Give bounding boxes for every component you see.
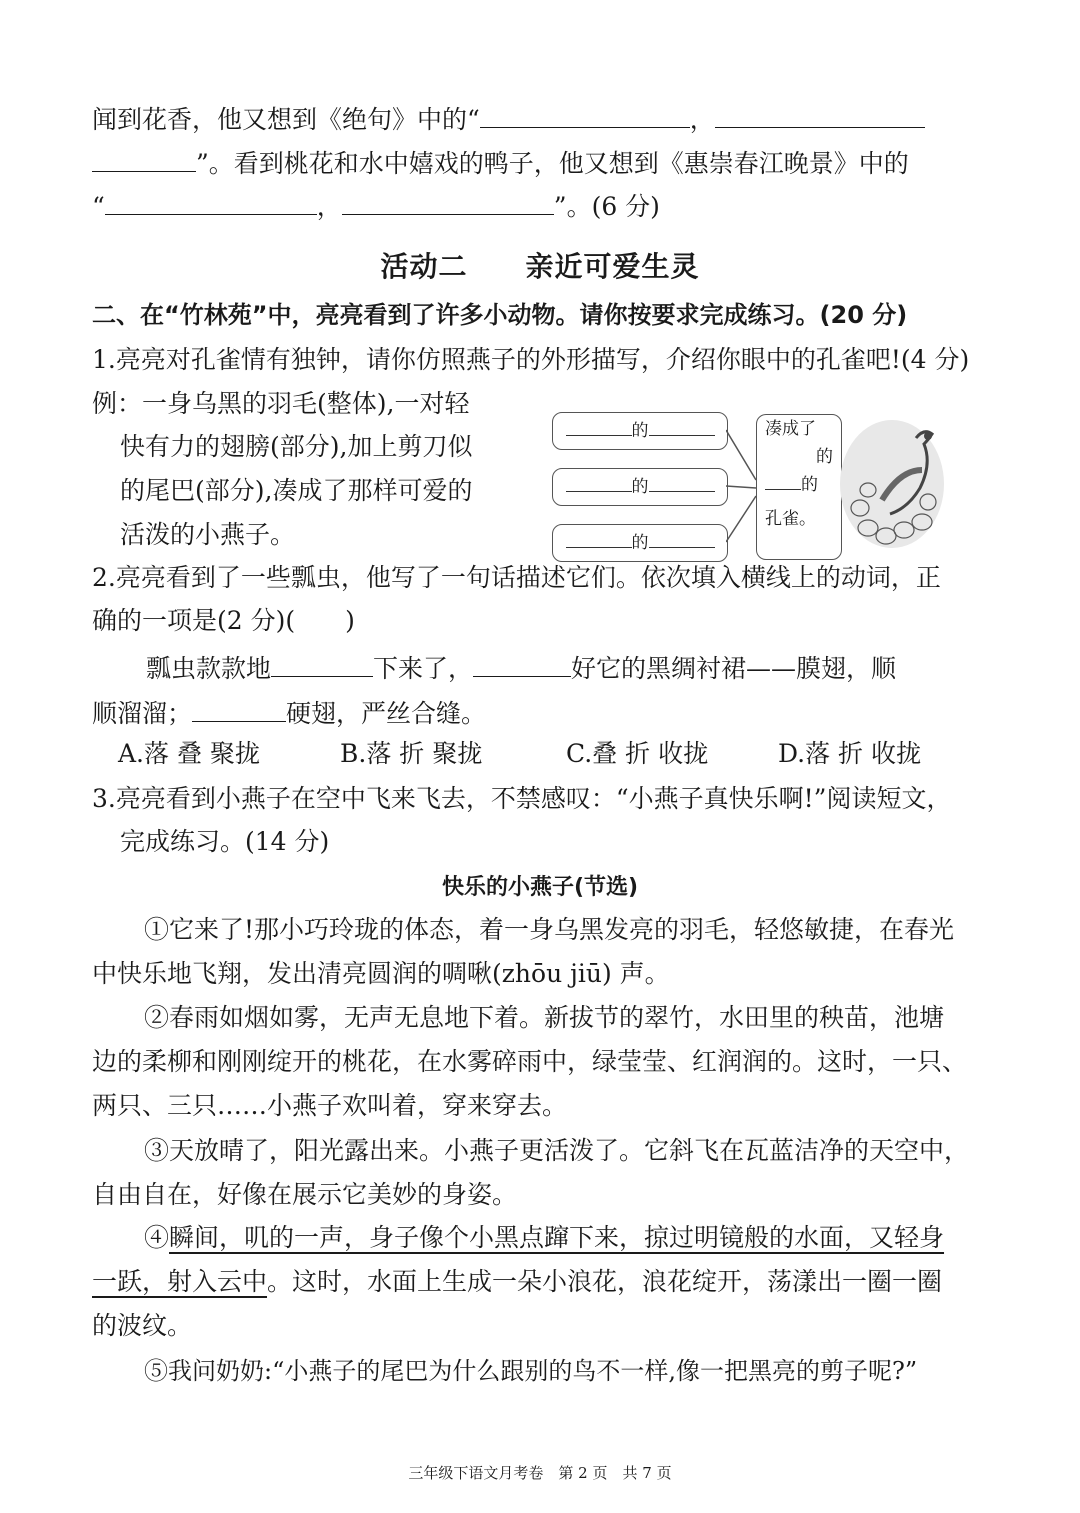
question-2: 2.亮亮看到了一些瓢虫，他写了一句话描述它们。依次填入横线上的动词，正 bbox=[92, 563, 941, 592]
question-1: 1.亮亮对孔雀情有独钟，请你仿照燕子的外形描写，介绍你眼中的孔雀吧!(4 分) bbox=[92, 345, 970, 374]
question-3: 3.亮亮看到小燕子在空中飞来飞去，不禁感叹：“小燕子真快乐啊!”阅读短文， bbox=[92, 784, 952, 813]
option-b[interactable]: B.落 折 聚拢 bbox=[340, 739, 483, 768]
answer-blank[interactable] bbox=[715, 103, 925, 128]
option-a[interactable]: A.落 叠 聚拢 bbox=[118, 739, 260, 768]
underlined-sentence: 瞬间，叽的一声，身子像个小黑点蹿下来，掠过明镜般的水面，又轻身 bbox=[169, 1223, 945, 1252]
passage-line: ⑤我问奶奶:“小燕子的尾巴为什么跟别的鸟不一样,像一把黑亮的剪子呢?” bbox=[144, 1357, 918, 1385]
question-2-line-2: 确的一项是(2 分)( ) bbox=[92, 606, 355, 635]
answer-blank[interactable] bbox=[271, 652, 373, 677]
bracket-connector bbox=[726, 420, 758, 550]
peacock-illustration bbox=[838, 418, 946, 558]
answer-blank[interactable] bbox=[480, 103, 690, 128]
passage-line: ①它来了!那小巧玲珑的体态，着一身乌黑发亮的羽毛，轻悠敏捷，在春光 bbox=[144, 915, 955, 944]
poem-line-1: 闻到花香，他又想到《绝句》中的“ ， bbox=[92, 103, 925, 135]
passage-line: 自由自在，好像在展示它美妙的身姿。 bbox=[92, 1180, 518, 1209]
answer-blank[interactable] bbox=[342, 190, 554, 215]
ladybug-sentence: 瓢虫款款地 下来了， 好它的黑绸衬裙——膜翅，顺 bbox=[146, 654, 897, 683]
answer-blank[interactable] bbox=[649, 415, 715, 436]
answer-blank[interactable] bbox=[566, 527, 632, 548]
fill-box[interactable]: 的 bbox=[552, 468, 728, 506]
question-3-line-2: 完成练习。(14 分) bbox=[120, 827, 330, 856]
ladybug-sentence-2: 顺溜溜； 硬翅，严丝合缝。 bbox=[92, 699, 487, 728]
passage-line: 一跃，射入云中。这时，水面上生成一朵小浪花，浪花绽开，荡漾出一圈一圈 bbox=[92, 1267, 943, 1296]
example-line: 活泼的小燕子。 bbox=[120, 520, 296, 549]
result-box: 凑成了 的 的 孔雀。 bbox=[756, 414, 842, 560]
passage-line: 的波纹。 bbox=[92, 1311, 193, 1340]
section-heading: 二、在“竹林苑”中，亮亮看到了许多小动物。请你按要求完成练习。(20 分) bbox=[92, 301, 908, 329]
activity-title: 活动二 亲近可爱生灵 bbox=[380, 250, 700, 283]
poem-line-3: “ ， ”。(6 分) bbox=[92, 192, 660, 221]
option-d[interactable]: D.落 折 收拢 bbox=[778, 739, 921, 768]
poem-line-2: ”。看到桃花和水中嬉戏的鸭子，他又想到《惠崇春江晚景》中的 bbox=[92, 147, 909, 179]
passage-line: 中快乐地飞翔，发出清亮圆润的啁啾(zhōu jiū) 声。 bbox=[92, 959, 670, 988]
answer-blank[interactable] bbox=[92, 147, 196, 172]
answer-blank[interactable] bbox=[765, 471, 801, 490]
example-line: 快有力的翅膀(部分),加上剪刀似 bbox=[120, 432, 473, 461]
passage-line: 边的柔柳和刚刚绽开的桃花，在水雾碎雨中，绿莹莹、红润润的。这时，一只、 bbox=[92, 1047, 968, 1076]
passage-line: 两只、三只……小燕子欢叫着，穿来穿去。 bbox=[92, 1091, 568, 1120]
passage-line: ②春雨如烟如雾，无声无息地下着。新拔节的翠竹，水田里的秧苗，池塘 bbox=[144, 1003, 945, 1032]
example-line: 的尾巴(部分),凑成了那样可爱的 bbox=[120, 476, 473, 505]
passage-line: ④瞬间，叽的一声，身子像个小黑点蹿下来，掠过明镜般的水面，又轻身 bbox=[144, 1223, 945, 1252]
page-footer: 三年级下语文月考卷 第 2 页 共 7 页 bbox=[408, 1464, 672, 1482]
passage-title: 快乐的小燕子(节选) bbox=[441, 875, 639, 900]
answer-blank[interactable] bbox=[105, 190, 317, 215]
answer-blank[interactable] bbox=[566, 415, 632, 436]
option-c[interactable]: C.叠 折 收拢 bbox=[566, 739, 709, 768]
underlined-sentence: 一跃，射入云中 bbox=[92, 1267, 268, 1296]
passage-line: ③天放晴了，阳光露出来。小燕子更活泼了。它斜飞在瓦蓝洁净的天空中， bbox=[144, 1136, 970, 1165]
example-line: 例：一身乌黑的羽毛(整体),一对轻 bbox=[92, 389, 470, 418]
answer-blank[interactable] bbox=[649, 527, 715, 548]
answer-blank[interactable] bbox=[192, 697, 286, 722]
fill-box[interactable]: 的 bbox=[552, 524, 728, 562]
answer-blank[interactable] bbox=[566, 471, 632, 492]
answer-blank[interactable] bbox=[649, 471, 715, 492]
fill-box[interactable]: 的 bbox=[552, 412, 728, 450]
answer-blank[interactable] bbox=[473, 652, 571, 677]
